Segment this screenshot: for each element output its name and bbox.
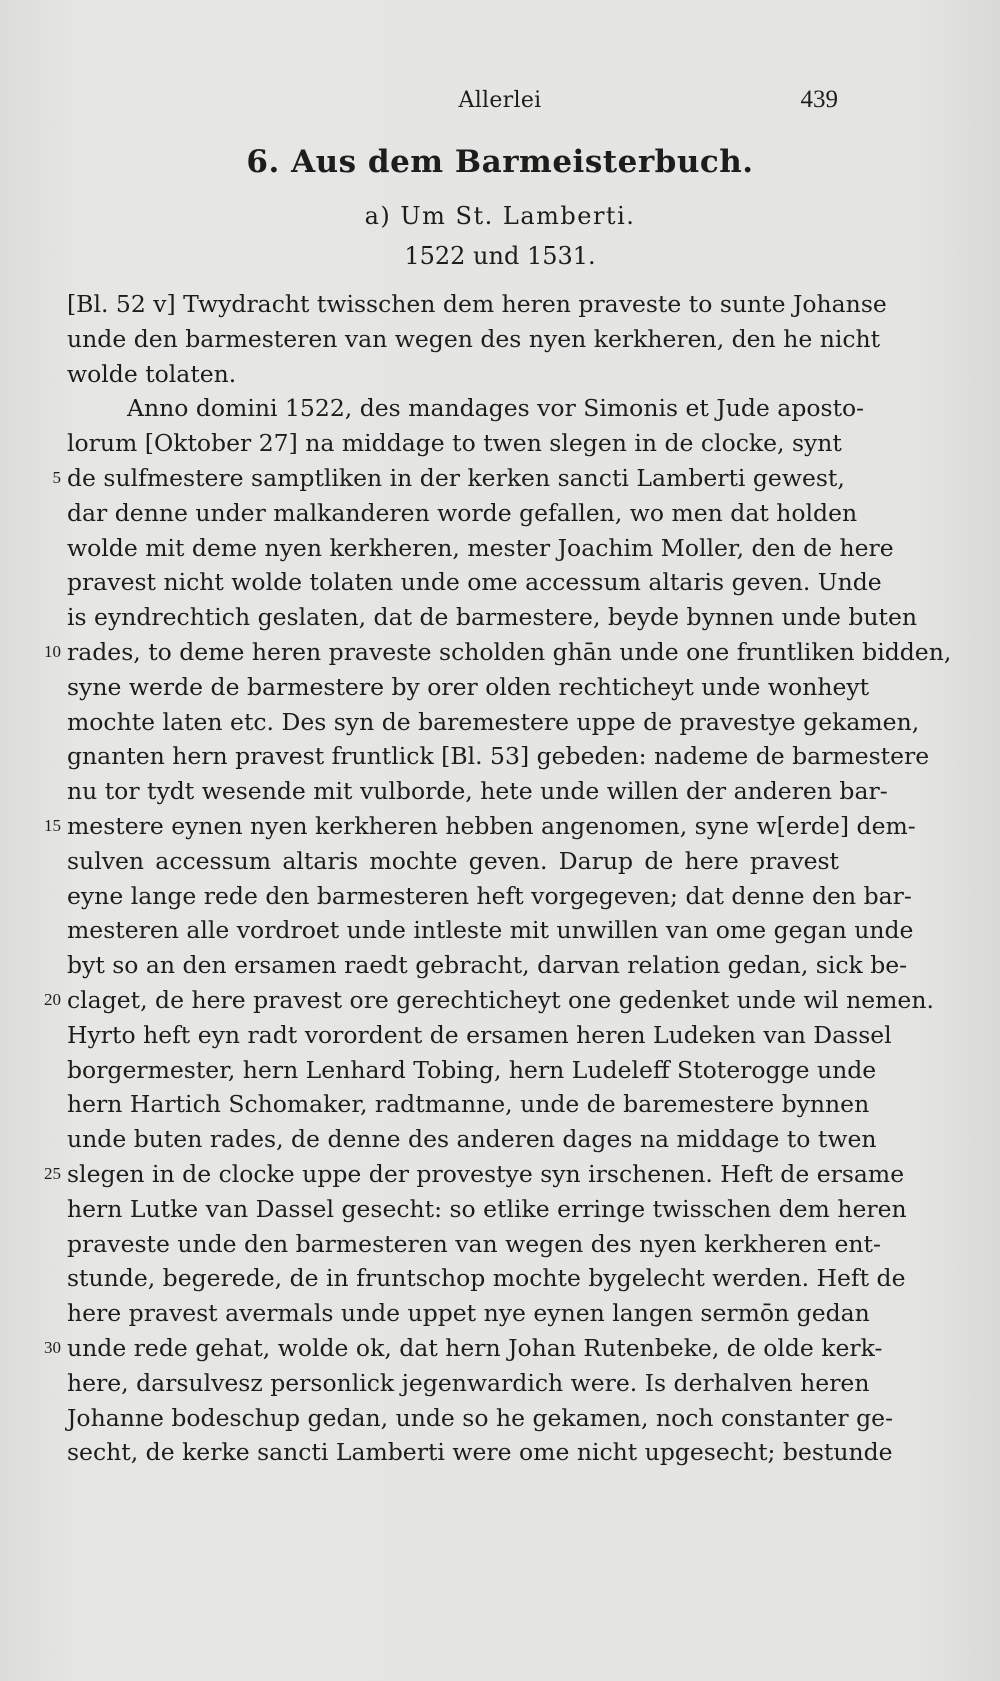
line-number: 30: [44, 1337, 61, 1357]
text-line: stunde, begerede, de in fruntschop mochte bygelecht werden. Heft de: [67, 1264, 906, 1293]
text-line: syne werde de barmestere by orer olden rechticheyt unde wonheyt: [67, 672, 870, 701]
text-line: secht, de kerke sancti Lamberti were ome nicht upgesecht; bestunde: [67, 1438, 893, 1467]
text-line: Hyrto heft eyn radt vorordent de ersamen heren Ludeken van Dassel: [67, 1020, 892, 1049]
text-line: hern Hartich Schomaker, radtmanne, unde de baremestere bynnen: [67, 1090, 870, 1119]
text-line: gnanten hern pravest fruntlick [Bl. 53] gebeden: nademe de barmestere: [67, 742, 930, 771]
line-number: 20: [44, 989, 61, 1009]
section-title: 6. Aus dem Barmeisterbuch.: [246, 144, 754, 180]
text-line: hern Lutke van Dassel gesecht: so etlike erringe twisschen dem heren: [67, 1194, 907, 1223]
text-line: wolde mit deme nyen kerkheren, mester Joachim Moller, den de here: [67, 533, 894, 562]
text-line: [Bl. 52 v] Twydracht twisschen dem heren praveste to sunte Johanse: [67, 290, 887, 318]
text-line: sulven accessum altaris mochte geven. Darup de here pravest: [67, 846, 839, 875]
text-line: unde den barmesteren van wegen des nyen kerkheren, den he nicht: [67, 324, 881, 353]
text-line: mesteren alle vordroet unde intleste mit unwillen van ome gegan unde: [67, 916, 914, 945]
page-number: 439: [800, 86, 838, 113]
text-line: praveste unde den barmesteren van wegen des nyen kerkheren ent-: [67, 1229, 881, 1258]
text-line: pravest nicht wolde tolaten unde ome accessum altaris geven. Unde: [67, 568, 882, 597]
text-line: 30 unde rede gehat, wolde ok, dat hern Johan Rutenbeke, de olde kerk-: [67, 1331, 839, 1366]
running-header: Allerlei: [458, 88, 542, 113]
text-line: dar denne under malkanderen worde gefallen, wo men dat holden: [67, 498, 858, 527]
line-number: 15: [44, 815, 61, 835]
text-line: byt so an den ersamen raedt gebracht, darvan relation gedan, sick be-: [67, 951, 908, 980]
text-line: borgermester, hern Lenhard Tobing, hern Ludeleff Stoterogge unde: [67, 1055, 877, 1084]
text-line: nu tor tydt wesende mit vulborde, hete unde willen der anderen bar-: [67, 777, 888, 806]
text-line: Anno domini 1522, des mandages vor Simonis et Jude aposto-: [127, 394, 865, 423]
line-number: 5: [52, 467, 61, 487]
section-subtitle: a) Um St. Lamberti.: [364, 202, 636, 230]
body-text: [44, 287, 952, 1470]
text-line: 20 claget, de here pravest ore gerechticheyt one gedenket unde wil nemen.: [67, 983, 839, 1018]
text-line: 10 rades, to deme heren praveste scholden ghān unde one fruntliken bidden,: [67, 635, 839, 670]
text-line: Johanne bodeschup gedan, unde so he gekamen, noch constanter ge-: [67, 1403, 894, 1432]
section-years: 1522 und 1531.: [404, 242, 596, 270]
text-line: here, darsulvesz personlick jegenwardich were. Is derhalven heren: [67, 1368, 870, 1397]
text-line: here pravest avermals unde uppet nye eynen langen sermōn gedan: [67, 1299, 870, 1328]
line-number: 25: [44, 1163, 61, 1183]
text-line: 15 mestere eynen nyen kerkheren hebben angenomen, syne w[erde] dem-: [67, 809, 839, 844]
text-line: unde buten rades, de denne des anderen dages na middage to twen: [67, 1125, 877, 1154]
text-line: is eyndrechtich geslaten, dat de barmestere, beyde bynnen unde buten: [67, 603, 917, 632]
text-line: wolde tolaten.: [67, 359, 237, 388]
text-line: eyne lange rede den barmesteren heft vorgegeven; dat denne den bar-: [67, 881, 912, 910]
text-line: mochte laten etc. Des syn de baremestere uppe de pravestye gekamen,: [67, 707, 920, 736]
text-line: 25 slegen in de clocke uppe der provestye syn irschenen. Heft de ersame: [67, 1157, 839, 1192]
text-line: lorum [Oktober 27] na middage to twen slegen in de clocke, synt: [67, 429, 842, 458]
line-number: 10: [44, 641, 61, 661]
text-line: 5 de sulfmestere samptliken in der kerken sancti Lamberti gewest,: [67, 461, 839, 496]
